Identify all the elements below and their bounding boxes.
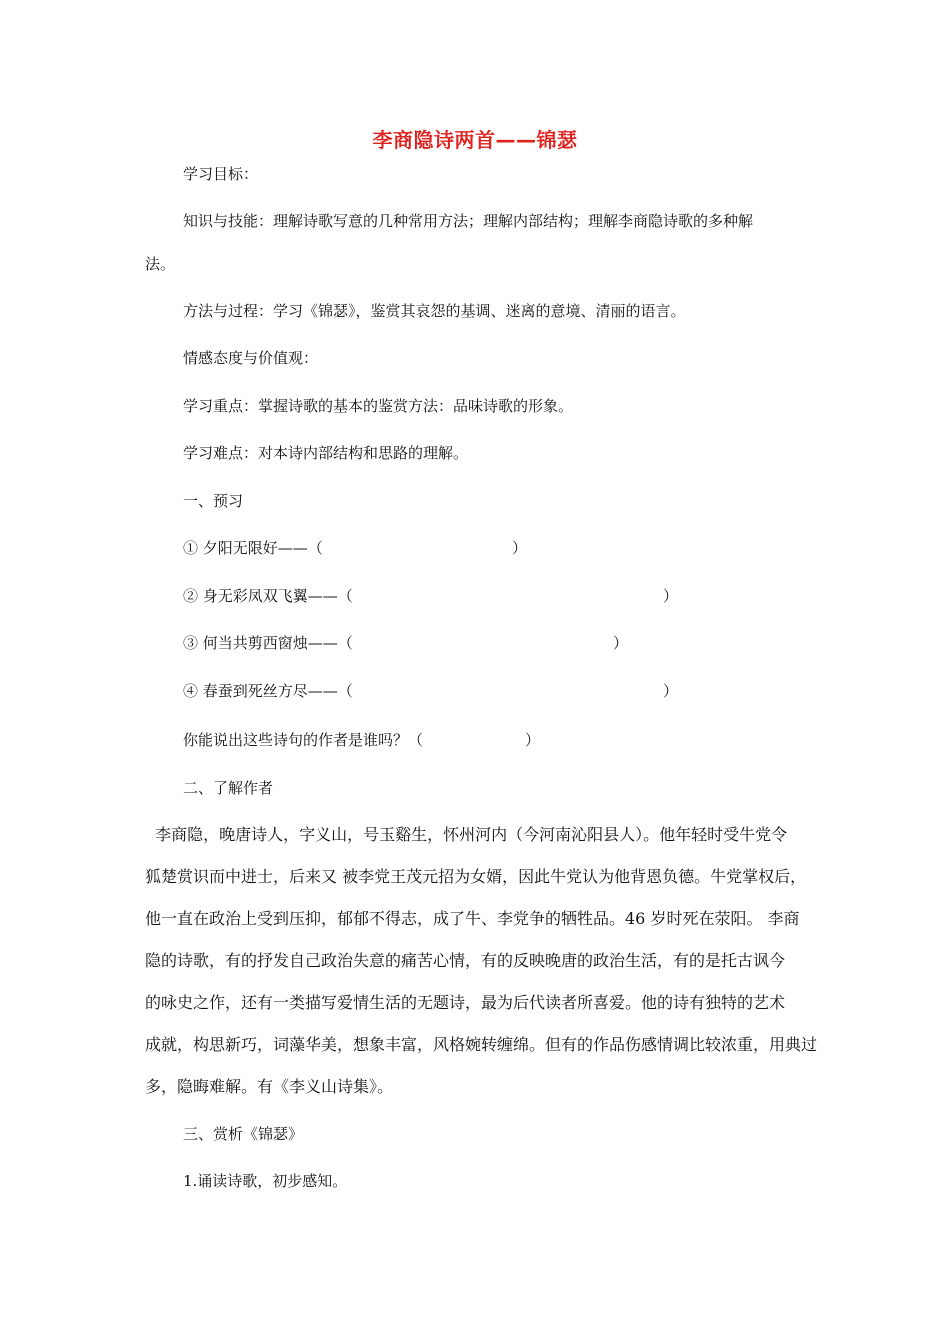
author-bio-line-7: 多，隐晦难解。有《李义山诗集》。	[145, 1077, 394, 1096]
objective-knowledge-line1: 知识与技能：理解诗歌写意的几种常用方法；理解内部结构；理解李商隐诗歌的多种解	[183, 212, 754, 230]
author-question-close: ）	[525, 731, 541, 749]
analysis-heading: 三、赏析《锦瑟》	[183, 1125, 304, 1143]
preview-item-2: ② 身无彩凤双飞翼——（	[183, 587, 353, 605]
objective-knowledge-line2: 法。	[145, 255, 176, 273]
author-bio-line-2: 狐楚赏识而中进士，后来又 被李党王茂元招为女婿，因此牛党认为他背恩负德。牛党掌权后，	[145, 867, 807, 886]
document-title: 李商隐诗两首——锦瑟	[372, 128, 578, 152]
preview-item-1-close: ）	[512, 539, 528, 557]
preview-item-4-close: ）	[663, 682, 679, 700]
author-bio-line-6: 成就，构思新巧，词藻华美，想象丰富，风格婉转缠绵。但有的作品伤感情调比较浓重，用典过	[145, 1035, 818, 1054]
preview-heading: 一、预习	[183, 492, 244, 510]
preview-item-3-close: ）	[613, 634, 629, 652]
preview-item-4: ④ 春蚕到死丝方尽——（	[183, 682, 353, 700]
analysis-step-1: 1.诵读诗歌，初步感知。	[183, 1172, 348, 1190]
author-heading: 二、了解作者	[183, 779, 274, 797]
key-point: 学习重点：掌握诗歌的基本的鉴赏方法：品味诗歌的形象。	[183, 397, 574, 415]
author-bio-line-3: 他一直在政治上受到压抑，郁郁不得志，成了牛、李党争的牺牲品。46 岁时死在荥阳。 李商	[145, 909, 800, 928]
author-bio-line-4: 隐的诗歌，有的抒发自己政治失意的痛苦心情，有的反映晚唐的政治生活，有的是托古讽今	[145, 951, 786, 970]
objective-emotion: 情感态度与价值观：	[183, 349, 319, 367]
preview-item-2-close: ）	[663, 587, 679, 605]
preview-item-1: ① 夕阳无限好——（	[183, 539, 323, 557]
author-question: 你能说出这些诗句的作者是谁吗？（	[183, 731, 424, 749]
difficulty-point: 学习难点：对本诗内部结构和思路的理解。	[183, 444, 469, 462]
author-bio-line-5: 的咏史之作，还有一类描写爱情生活的无题诗，最为后代读者所喜爱。他的诗有独特的艺术	[145, 993, 786, 1012]
preview-item-3: ③ 何当共剪西窗烛——（	[183, 634, 353, 652]
author-bio-line-1: 李商隐，晚唐诗人，字义山，号玉谿生，怀州河内（今河南沁阳县人）。他年轻时受牛党令	[145, 825, 788, 844]
objectives-heading: 学习目标：	[183, 165, 259, 183]
objective-method: 方法与过程：学习《锦瑟》，鉴赏其哀怨的基调、迷离的意境、清丽的语言。	[183, 302, 686, 320]
